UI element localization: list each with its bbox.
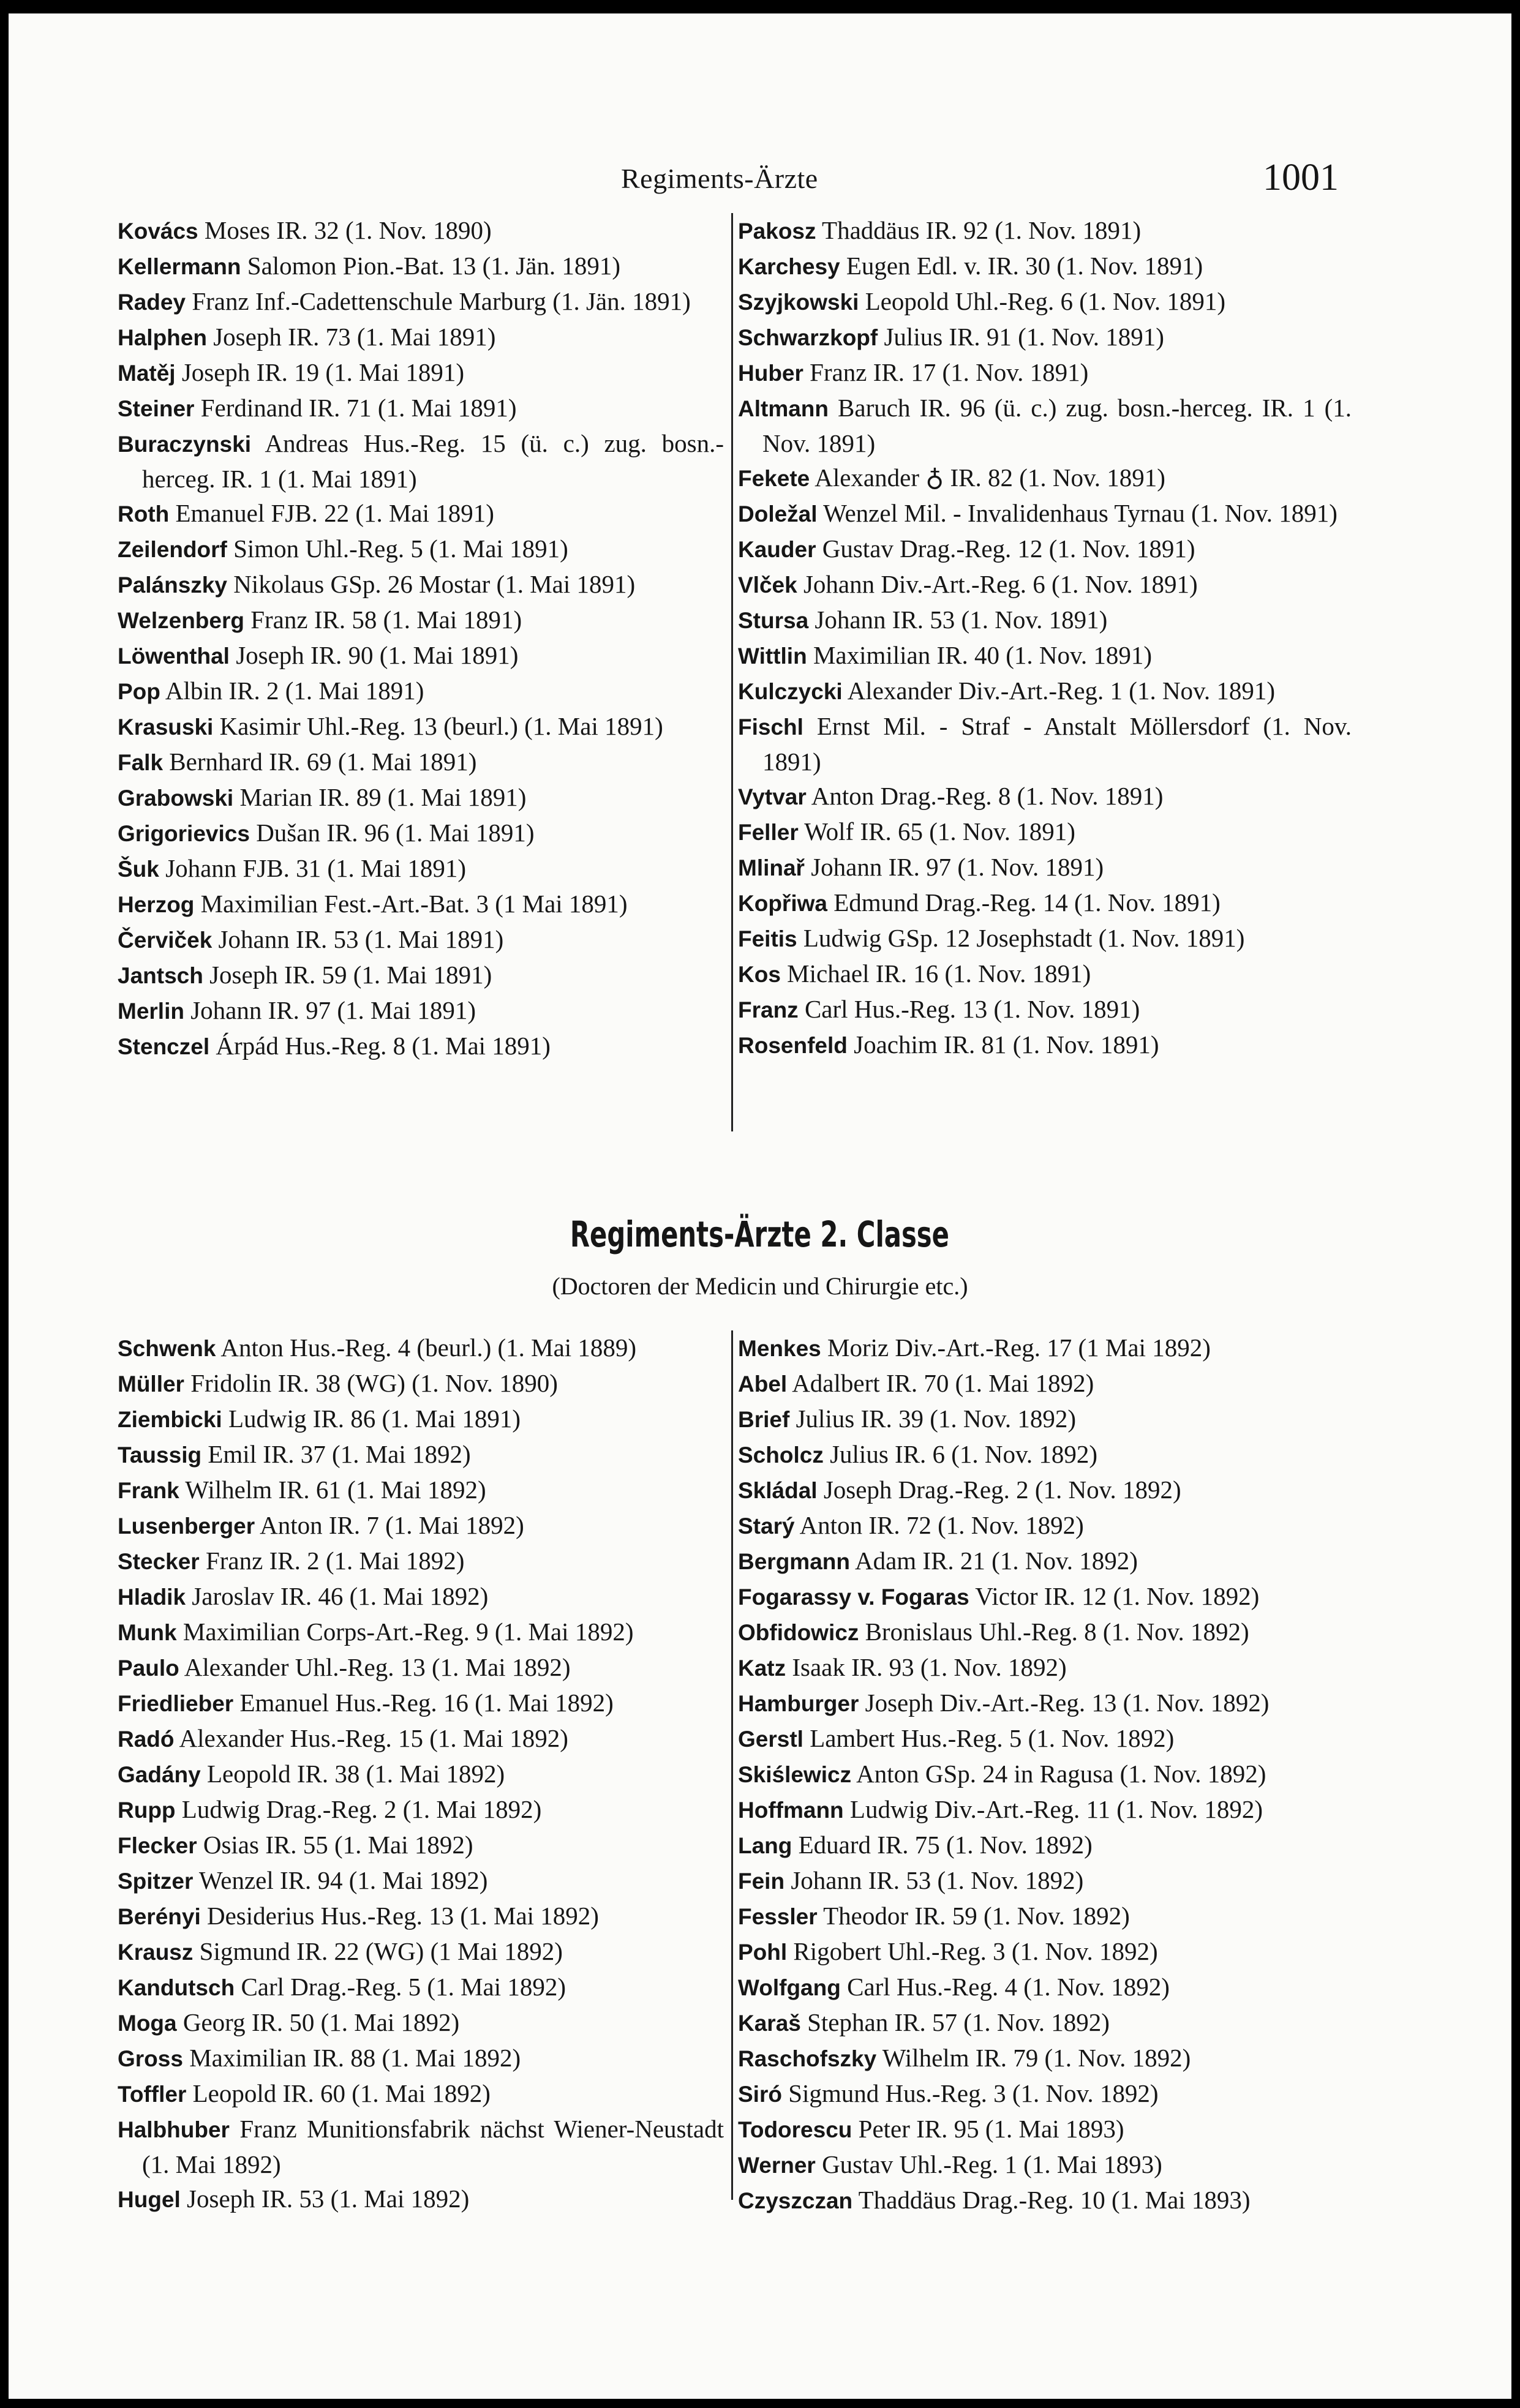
entry-surname: Kos: [738, 962, 781, 987]
entry-details: Baruch IR. 96 (ü. c.) zug. bosn.-herceg. IR. 1 (1. Nov. 1891): [762, 394, 1352, 457]
list-item: [738, 1828, 1352, 1863]
entry-surname: Feller: [738, 820, 799, 845]
entry-details: Johann IR. 53 (1. Nov. 1891): [815, 606, 1108, 634]
entry-surname: Welzenberg: [118, 608, 244, 633]
entry-surname: Bergmann: [738, 1549, 850, 1574]
entry-details: Johann IR. 97 (1. Nov. 1891): [811, 853, 1104, 881]
entry-details: Ludwig GSp. 12 Josephstadt (1. Nov. 1891): [803, 924, 1245, 952]
entry-surname: Krasuski: [118, 715, 214, 740]
entry-surname: Hugel: [118, 2187, 181, 2212]
list-item: [118, 851, 724, 887]
section1-left-column: [118, 213, 724, 1064]
entry-details: Joseph IR. 59 (1. Mai 1891): [209, 961, 492, 989]
list-item: [118, 1828, 724, 1863]
list-item: [738, 355, 1352, 391]
entry-details: Kasimir Uhl.-Reg. 13 (beurl.) (1. Mai 1891): [219, 712, 663, 740]
entry-details: Joseph IR. 73 (1. Mai 1891): [213, 323, 496, 351]
entry-surname: Roth: [118, 501, 170, 527]
list-item: [738, 249, 1352, 284]
list-item: [118, 1721, 724, 1757]
entry-details: Johann IR. 97 (1. Mai 1891): [190, 996, 476, 1024]
list-item: [738, 673, 1352, 709]
entry-surname: Fein: [738, 1869, 785, 1894]
list-item: [738, 850, 1352, 885]
list-item: [118, 745, 724, 780]
entry-surname: Radó: [118, 1727, 175, 1752]
list-item: [738, 2183, 1352, 2218]
entry-details: Isaak IR. 93 (1. Nov. 1892): [792, 1653, 1067, 1681]
entry-surname: Buraczynski: [118, 432, 251, 457]
list-item: [738, 1472, 1352, 1508]
list-item: [738, 1027, 1352, 1063]
entry-surname: Halbhuber: [118, 2117, 230, 2142]
entry-surname: Pakosz: [738, 219, 816, 244]
entry-surname: Matěj: [118, 361, 176, 386]
entry-details: Adam IR. 21 (1. Nov. 1892): [854, 1547, 1138, 1575]
entry-surname: Jantsch: [118, 963, 203, 988]
entry-surname: Hladik: [118, 1585, 186, 1610]
page-number: 1001: [1263, 157, 1339, 198]
entry-surname: Grigorievics: [118, 821, 250, 846]
entry-surname: Karchesy: [738, 254, 840, 279]
entry-details: Maximilian IR. 88 (1. Mai 1892): [189, 2044, 521, 2072]
entry-surname: Schwenk: [118, 1336, 216, 1361]
list-item: [118, 1970, 724, 2005]
list-item: [738, 2147, 1352, 2183]
list-item: [118, 2181, 724, 2217]
entry-surname: Vlček: [738, 572, 797, 598]
entry-surname: Czyszczan: [738, 2188, 853, 2213]
entry-surname: Stursa: [738, 608, 809, 633]
column-divider: [731, 213, 733, 1131]
entry-details: Salomon Pion.-Bat. 13 (1. Jän. 1891): [247, 252, 621, 280]
entry-details: Gustav Drag.-Reg. 12 (1. Nov. 1891): [822, 534, 1195, 563]
entry-details: Wenzel Mil. - Invalidenhaus Tyrnau (1. Nov. 1891): [823, 499, 1338, 527]
list-item: [118, 213, 724, 249]
list-item: [738, 1970, 1352, 2005]
list-item: [118, 780, 724, 816]
entry-surname: Radey: [118, 290, 186, 315]
entry-details: Bernhard IR. 69 (1. Mai 1891): [169, 748, 477, 776]
list-item: [118, 1579, 724, 1615]
section-subtitle: (Doctoren der Medicin und Chirurgie etc.): [552, 1272, 968, 1300]
list-item: [738, 1686, 1352, 1721]
entry-details: Anton IR. 72 (1. Nov. 1892): [799, 1511, 1084, 1539]
entry-surname: Pop: [118, 679, 160, 704]
document-page: [9, 13, 1511, 2399]
entry-details: Eugen Edl. v. IR. 30 (1. Nov. 1891): [846, 252, 1203, 280]
entry-details: Johann Div.-Art.-Reg. 6 (1. Nov. 1891): [803, 570, 1198, 598]
entry-details: Emanuel Hus.-Reg. 16 (1. Mai 1892): [239, 1689, 614, 1717]
entry-details: Maximilian IR. 40 (1. Nov. 1891): [813, 641, 1152, 669]
list-item: [738, 1579, 1352, 1615]
entry-details: Dušan IR. 96 (1. Mai 1891): [256, 819, 535, 847]
entry-surname: Wolfgang: [738, 1975, 841, 2000]
entry-details: Maximilian Fest.-Art.-Bat. 3 (1 Mai 1891): [200, 890, 628, 918]
entry-details: Carl Hus.-Reg. 13 (1. Nov. 1891): [804, 995, 1140, 1023]
list-item: [118, 426, 724, 496]
list-item: [118, 602, 724, 638]
entry-surname: Franz: [738, 997, 799, 1022]
entry-details: Stephan IR. 57 (1. Nov. 1892): [807, 2008, 1110, 2036]
list-item: [118, 887, 724, 922]
entry-details: Emil IR. 37 (1. Mai 1892): [208, 1440, 471, 1468]
entry-surname: Katz: [738, 1656, 786, 1681]
entry-surname: Kulczycki: [738, 679, 843, 704]
entry-details: Anton IR. 7 (1. Mai 1892): [260, 1511, 524, 1539]
entry-details: Desiderius Hus.-Reg. 13 (1. Mai 1892): [206, 1902, 599, 1930]
entry-details: Joseph IR. 19 (1. Mai 1891): [181, 358, 465, 386]
entry-details: Alexander Div.-Art.-Reg. 1 (1. Nov. 1891): [847, 677, 1276, 705]
entry-surname: Stenczel: [118, 1034, 210, 1059]
entry-details: Peter IR. 95 (1. Mai 1893): [858, 2115, 1124, 2143]
entry-details: Jaroslav IR. 46 (1. Mai 1892): [192, 1582, 489, 1610]
list-item: [738, 1721, 1352, 1757]
list-item: [738, 1543, 1352, 1579]
entry-details: Sigmund IR. 22 (WG) (1 Mai 1892): [199, 1937, 563, 1965]
list-item: [118, 320, 724, 355]
entry-surname: Kauder: [738, 537, 816, 562]
entry-surname: Raschofszky: [738, 2046, 877, 2071]
entry-surname: Doležal: [738, 501, 818, 527]
entry-details: Moses IR. 32 (1. Nov. 1890): [204, 216, 492, 244]
list-item: [738, 1508, 1352, 1543]
entry-surname: Lang: [738, 1833, 792, 1858]
list-item: [738, 1757, 1352, 1792]
list-item: [118, 1899, 724, 1934]
entry-details: Eduard IR. 75 (1. Nov. 1892): [798, 1831, 1093, 1859]
entry-surname: Hamburger: [738, 1691, 859, 1716]
entry-details: Julius IR. 39 (1. Nov. 1892): [796, 1405, 1077, 1433]
entry-surname: Müller: [118, 1371, 184, 1397]
list-item: [738, 391, 1352, 460]
entry-details: Emanuel FJB. 22 (1. Mai 1891): [175, 499, 494, 527]
list-item: [738, 992, 1352, 1027]
entry-surname: Obfidowicz: [738, 1620, 859, 1645]
list-item: [738, 638, 1352, 673]
list-item: [118, 355, 724, 391]
entry-surname: Flecker: [118, 1833, 197, 1858]
list-item: [738, 213, 1352, 249]
entry-details: Joachim IR. 81 (1. Nov. 1891): [854, 1030, 1159, 1059]
list-item: [118, 1615, 724, 1650]
entry-details: Gustav Uhl.-Reg. 1 (1. Mai 1893): [822, 2150, 1162, 2178]
list-item: [118, 2112, 724, 2181]
entry-surname: Krausz: [118, 1940, 194, 1965]
list-item: [738, 1934, 1352, 1970]
entry-details: Edmund Drag.-Reg. 14 (1. Nov. 1891): [833, 888, 1221, 917]
list-item: [118, 709, 724, 745]
entry-details: Maximilian Corps-Art.-Reg. 9 (1. Mai 1892): [182, 1618, 634, 1646]
entry-surname: Kopřiwa: [738, 891, 827, 916]
entry-surname: Szyjkowski: [738, 290, 859, 315]
list-item: [118, 1029, 724, 1064]
entry-surname: Herzog: [118, 892, 195, 917]
entry-surname: Skládal: [738, 1478, 818, 1503]
list-item: [118, 993, 724, 1029]
entry-surname: Kandutsch: [118, 1975, 235, 2000]
list-item: [118, 2041, 724, 2076]
list-item: [738, 1615, 1352, 1650]
entry-details: Andreas Hus.-Reg. 15 (ü. c.) zug. bosn.-herceg. IR. 1 (1. Mai 1891): [142, 429, 724, 493]
entry-details: Ernst Mil. - Straf - Anstalt Möllersdorf (1. Nov. 1891): [762, 712, 1352, 776]
list-item: [118, 922, 724, 958]
list-item: [738, 709, 1352, 779]
entry-surname: Frank: [118, 1478, 179, 1503]
entry-details: Marian IR. 89 (1. Mai 1891): [239, 783, 527, 811]
entry-surname: Huber: [738, 361, 803, 386]
entry-details: Joseph IR. 53 (1. Mai 1892): [187, 2185, 470, 2213]
section2-right-column: [738, 1330, 1352, 2218]
entry-details: Adalbert IR. 70 (1. Mai 1892): [792, 1369, 1094, 1397]
entry-surname: Vytvar: [738, 784, 807, 809]
list-item: [118, 567, 724, 602]
entry-surname: Scholcz: [738, 1442, 824, 1468]
entry-surname: Grabowski: [118, 786, 234, 811]
entry-details: Johann IR. 53 (1. Nov. 1892): [791, 1866, 1084, 1894]
entry-surname: Stecker: [118, 1549, 200, 1574]
entry-surname: Friedlieber: [118, 1691, 234, 1716]
entry-surname: Fekete: [738, 466, 810, 491]
entry-details: Sigmund Hus.-Reg. 3 (1. Nov. 1892): [788, 2079, 1159, 2107]
list-item: [738, 567, 1352, 602]
list-item: [738, 320, 1352, 355]
entry-surname: Wittlin: [738, 643, 807, 669]
entry-surname: Kovács: [118, 219, 198, 244]
entry-details: Wenzel IR. 94 (1. Mai 1892): [198, 1866, 488, 1894]
list-item: [738, 1792, 1352, 1828]
list-item: [118, 1401, 724, 1437]
entry-details: Ferdinand IR. 71 (1. Mai 1891): [200, 394, 517, 422]
entry-details: Julius IR. 6 (1. Nov. 1892): [830, 1440, 1098, 1468]
list-item: [118, 249, 724, 284]
list-item: [118, 1366, 724, 1401]
entry-details: Franz Munitionsfabrik nächst Wiener-Neustadt (1. Mai 1892): [142, 2115, 724, 2178]
entry-surname: Kellermann: [118, 254, 241, 279]
entry-surname: Hoffmann: [738, 1798, 844, 1823]
entry-details: Alexander Hus.-Reg. 15 (1. Mai 1892): [179, 1724, 568, 1752]
section-title: Regiments-Ärzte 2. Classe: [570, 1213, 949, 1255]
list-item: [118, 1543, 724, 1579]
list-item: [118, 531, 724, 567]
list-item: [118, 1650, 724, 1686]
entry-details: Joseph IR. 90 (1. Mai 1891): [236, 641, 519, 669]
entry-surname: Rosenfeld: [738, 1033, 848, 1058]
entry-surname: Löwenthal: [118, 643, 230, 669]
entry-details: Carl Drag.-Reg. 5 (1. Mai 1892): [241, 1973, 566, 2001]
entry-details: Osias IR. 55 (1. Mai 1892): [203, 1831, 473, 1859]
list-item: [738, 460, 1352, 496]
list-item: [118, 958, 724, 993]
list-item: [118, 391, 724, 426]
entry-details: Leopold Uhl.-Reg. 6 (1. Nov. 1891): [865, 287, 1226, 315]
entry-surname: Falk: [118, 750, 164, 775]
entry-details: Ludwig Div.-Art.-Reg. 11 (1. Nov. 1892): [849, 1795, 1263, 1823]
entry-surname: Karaš: [738, 2011, 801, 2036]
list-item: [738, 602, 1352, 638]
entry-details: Thaddäus IR. 92 (1. Nov. 1891): [822, 216, 1142, 244]
entry-surname: Lusenberger: [118, 1513, 255, 1539]
entry-details: Franz IR. 2 (1. Mai 1892): [205, 1547, 465, 1575]
entry-surname: Steiner: [118, 396, 195, 421]
entry-details: Alexander Uhl.-Reg. 13 (1. Mai 1892): [184, 1653, 571, 1681]
entry-details: Julius IR. 91 (1. Nov. 1891): [884, 323, 1164, 351]
entry-details: Simon Uhl.-Reg. 5 (1. Mai 1891): [233, 534, 568, 563]
entry-details: Carl Hus.-Reg. 4 (1. Nov. 1892): [847, 1973, 1170, 2001]
entry-details: Fridolin IR. 38 (WG) (1. Nov. 1890): [190, 1369, 558, 1397]
entry-details: Alexander ♁ IR. 82 (1. Nov. 1891): [815, 463, 1165, 492]
running-head: Regiments-Ärzte: [621, 163, 818, 194]
entry-details: Johann IR. 53 (1. Mai 1891): [218, 925, 504, 953]
list-item: [738, 779, 1352, 814]
entry-details: Joseph Div.-Art.-Reg. 13 (1. Nov. 1892): [865, 1689, 1270, 1717]
entry-details: Johann FJB. 31 (1. Mai 1891): [165, 854, 466, 882]
list-item: [118, 673, 724, 709]
entry-surname: Zeilendorf: [118, 537, 227, 562]
entry-surname: Mlinař: [738, 855, 805, 880]
list-item: [738, 2112, 1352, 2147]
list-item: [738, 956, 1352, 992]
entry-details: Joseph Drag.-Reg. 2 (1. Nov. 1892): [823, 1476, 1181, 1504]
list-item: [738, 2076, 1352, 2112]
entry-details: Leopold IR. 38 (1. Mai 1892): [206, 1760, 505, 1788]
entry-surname: Palánszky: [118, 572, 227, 598]
list-item: [738, 2041, 1352, 2076]
entry-surname: Gerstl: [738, 1727, 803, 1752]
entry-details: Franz IR. 17 (1. Nov. 1891): [810, 358, 1089, 386]
list-item: [118, 2005, 724, 2041]
entry-details: Wilhelm IR. 79 (1. Nov. 1892): [882, 2044, 1191, 2072]
list-item: [118, 1472, 724, 1508]
entry-details: Thaddäus Drag.-Reg. 10 (1. Mai 1893): [858, 2186, 1251, 2214]
entry-surname: Červiček: [118, 928, 213, 953]
list-item: [118, 638, 724, 673]
entry-details: Theodor IR. 59 (1. Nov. 1892): [823, 1902, 1130, 1930]
column-divider: [731, 1330, 733, 2200]
entry-surname: Munk: [118, 1620, 177, 1645]
list-item: [738, 1899, 1352, 1934]
entry-surname: Moga: [118, 2011, 177, 2036]
section1-right-column: [738, 213, 1352, 1063]
entry-surname: Abel: [738, 1371, 788, 1397]
entry-surname: Schwarzkopf: [738, 325, 878, 350]
entry-surname: Gross: [118, 2046, 183, 2071]
list-item: [738, 885, 1352, 921]
entry-surname: Paulo: [118, 1656, 179, 1681]
entry-details: Albin IR. 2 (1. Mai 1891): [165, 677, 424, 705]
entry-surname: Siró: [738, 2082, 782, 2107]
list-item: [738, 531, 1352, 567]
entry-surname: Ziembicki: [118, 1407, 222, 1432]
entry-details: Ludwig IR. 86 (1. Mai 1891): [228, 1405, 521, 1433]
list-item: [118, 496, 724, 531]
entry-details: Michael IR. 16 (1. Nov. 1891): [787, 959, 1091, 988]
entry-surname: Starý: [738, 1513, 795, 1539]
entry-details: Rigobert Uhl.-Reg. 3 (1. Nov. 1892): [793, 1937, 1158, 1965]
entry-details: Leopold IR. 60 (1. Mai 1892): [192, 2079, 491, 2107]
entry-surname: Šuk: [118, 857, 159, 882]
entry-surname: Feitis: [738, 926, 797, 951]
list-item: [738, 1437, 1352, 1472]
entry-details: Wolf IR. 65 (1. Nov. 1891): [804, 817, 1075, 846]
list-item: [118, 1330, 724, 1366]
section2-left-column: [118, 1330, 724, 2217]
entry-details: Lambert Hus.-Reg. 5 (1. Nov. 1892): [810, 1724, 1175, 1752]
entry-surname: Halphen: [118, 325, 207, 350]
entry-surname: Skiślewicz: [738, 1762, 852, 1787]
entry-surname: Merlin: [118, 999, 184, 1024]
entry-details: Franz IR. 58 (1. Mai 1891): [250, 606, 522, 634]
entry-surname: Fischl: [738, 715, 803, 740]
list-item: [118, 1863, 724, 1899]
entry-surname: Toffler: [118, 2082, 187, 2107]
entry-surname: Berényi: [118, 1904, 201, 1929]
entry-details: Anton Hus.-Reg. 4 (beurl.) (1. Mai 1889): [220, 1333, 637, 1362]
list-item: [118, 1437, 724, 1472]
entry-surname: Brief: [738, 1407, 790, 1432]
entry-surname: Altmann: [738, 396, 829, 421]
entry-details: Árpád Hus.-Reg. 8 (1. Mai 1891): [216, 1032, 551, 1060]
entry-surname: Fogarassy v. Fogaras: [738, 1585, 969, 1610]
entry-details: Georg IR. 50 (1. Mai 1892): [182, 2008, 460, 2036]
entry-surname: Menkes: [738, 1336, 821, 1361]
entry-details: Anton Drag.-Reg. 8 (1. Nov. 1891): [811, 782, 1164, 810]
entry-details: Victor IR. 12 (1. Nov. 1892): [975, 1582, 1260, 1610]
entry-surname: Spitzer: [118, 1869, 194, 1894]
list-item: [118, 2076, 724, 2112]
list-item: [738, 496, 1352, 531]
list-item: [118, 1757, 724, 1792]
list-item: [738, 921, 1352, 956]
list-item: [118, 1934, 724, 1970]
entry-surname: Taussig: [118, 1442, 202, 1468]
entry-surname: Todorescu: [738, 2117, 852, 2142]
entry-surname: Werner: [738, 2153, 816, 2178]
list-item: [738, 814, 1352, 850]
list-item: [118, 1792, 724, 1828]
list-item: [738, 1863, 1352, 1899]
list-item: [738, 284, 1352, 320]
entry-surname: Gadány: [118, 1762, 201, 1787]
entry-details: Moriz Div.-Art.-Reg. 17 (1 Mai 1892): [827, 1333, 1211, 1362]
entry-details: Wilhelm IR. 61 (1. Mai 1892): [185, 1476, 486, 1504]
list-item: [738, 1401, 1352, 1437]
list-item: [118, 1686, 724, 1721]
entry-details: Anton GSp. 24 in Ragusa (1. Nov. 1892): [856, 1760, 1266, 1788]
entry-details: Ludwig Drag.-Reg. 2 (1. Mai 1892): [181, 1795, 542, 1823]
list-item: [738, 1330, 1352, 1366]
entry-surname: Fessler: [738, 1904, 818, 1929]
entry-details: Bronislaus Uhl.-Reg. 8 (1. Nov. 1892): [865, 1618, 1249, 1646]
list-item: [118, 816, 724, 851]
list-item: [118, 284, 724, 320]
list-item: [738, 2005, 1352, 2041]
list-item: [738, 1366, 1352, 1401]
list-item: [118, 1508, 724, 1543]
entry-surname: Rupp: [118, 1798, 176, 1823]
entry-details: Nikolaus GSp. 26 Mostar (1. Mai 1891): [233, 570, 636, 598]
entry-details: Franz Inf.-Cadettenschule Marburg (1. Jän. 1891): [192, 287, 691, 315]
entry-surname: Pohl: [738, 1940, 788, 1965]
list-item: [738, 1650, 1352, 1686]
